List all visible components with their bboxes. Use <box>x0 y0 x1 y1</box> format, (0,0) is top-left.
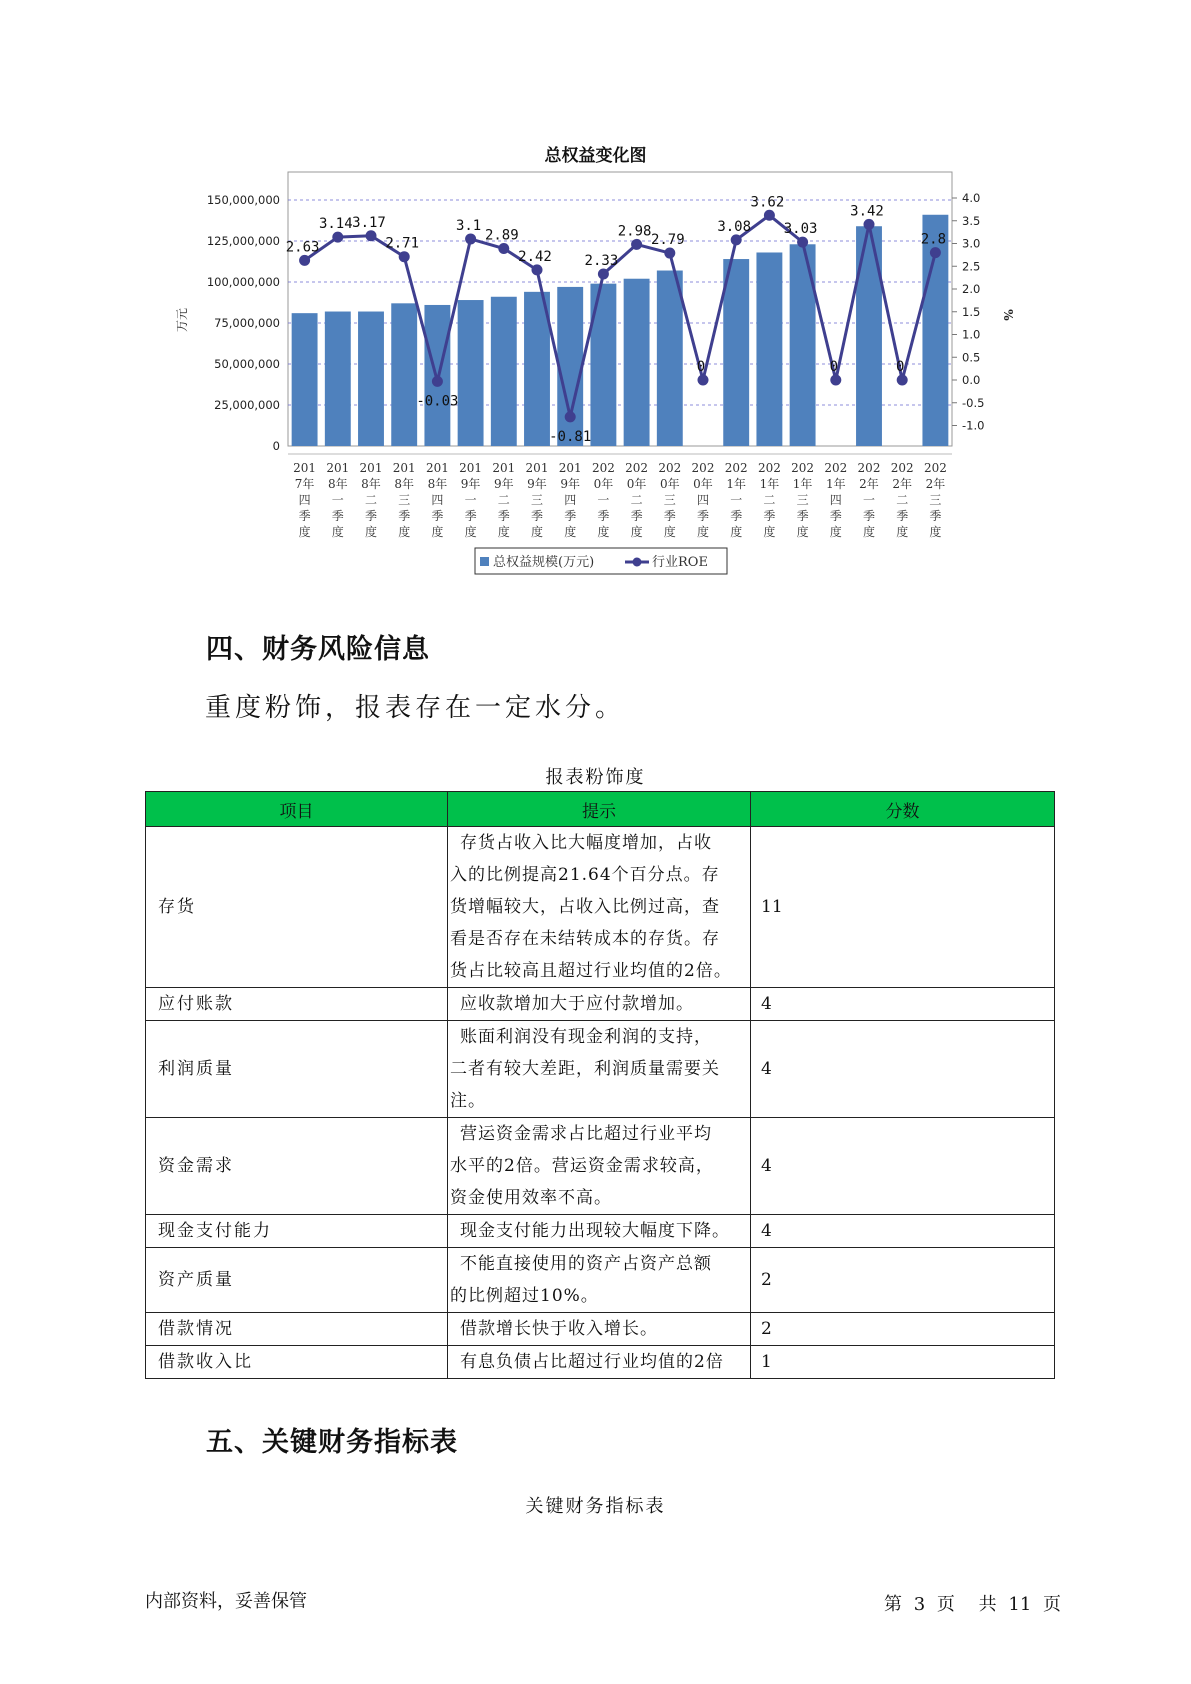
risk-hint-line: 看是否存在未结转成本的存货。存 <box>450 929 720 949</box>
roe-data-label: 2.33 <box>584 252 619 269</box>
table-row <box>146 1313 1055 1346</box>
x-tick-label: 度 <box>896 525 909 539</box>
bar <box>325 312 351 446</box>
risk-hint-line: 货占比较高且超过行业均值的2倍。 <box>450 961 732 981</box>
roe-point <box>698 375 709 386</box>
risk-hint-line: 二者有较大差距，利润质量需要关 <box>450 1059 720 1079</box>
risk-score: 2 <box>751 1313 1055 1346</box>
x-tick-label: 201 <box>525 461 549 475</box>
risk-hint-line: 水平的2倍。营运资金需求较高， <box>450 1156 714 1176</box>
risk-hint-line: 借款增长快于收入增长。 <box>460 1319 658 1339</box>
x-tick-label: 9年 <box>493 477 514 491</box>
x-tick-label: 1年 <box>792 477 813 491</box>
risk-hint-line: 入的比例提高21.64个百分点。存 <box>450 865 720 885</box>
x-tick-label: 度 <box>929 525 942 539</box>
x-tick-label: 季 <box>929 509 942 523</box>
y-left-tick-label: 75,000,000 <box>214 316 280 330</box>
y-right-tick-label: 3.0 <box>962 236 981 251</box>
roe-data-label: 2.98 <box>617 223 652 240</box>
x-tick-label: 度 <box>331 525 344 539</box>
roe-point <box>864 219 875 230</box>
x-tick-label: 季 <box>696 509 710 523</box>
y-left-tick-label: 150,000,000 <box>206 193 280 207</box>
risk-hint <box>448 988 751 1021</box>
x-tick-label: 三 <box>796 493 809 507</box>
x-tick-label: 季 <box>663 509 676 523</box>
x-tick-label: 201 <box>392 461 416 475</box>
risk-hint-line: 有息负债占比超过行业均值的2倍 <box>460 1352 724 1372</box>
table-row <box>146 1118 1055 1215</box>
total-prefix: 共 <box>978 1594 997 1615</box>
roe-point <box>930 247 941 258</box>
x-tick-label: 202 <box>890 461 914 475</box>
header-item: 项目 <box>146 792 448 827</box>
x-tick-label: 季 <box>431 509 444 523</box>
x-tick-label: 季 <box>564 509 577 523</box>
x-tick-label: 度 <box>364 525 378 539</box>
x-tick-label: 0年 <box>593 477 614 491</box>
legend-line-label: 行业ROE <box>652 555 708 570</box>
x-tick-label: 9年 <box>560 477 581 491</box>
x-tick-label: 三 <box>929 493 942 507</box>
x-tick-label: 二 <box>763 493 776 507</box>
section-5-heading: 五、关键财务指标表 <box>206 1427 458 1458</box>
x-tick-label: 度 <box>497 525 510 539</box>
x-tick-label: 三 <box>530 493 544 507</box>
x-tick-label: 季 <box>497 509 510 523</box>
risk-hint <box>448 1118 751 1215</box>
key-indicators-caption: 关键财务指标表 <box>525 1496 666 1517</box>
risk-score: 1 <box>751 1346 1055 1379</box>
x-tick-label: 季 <box>530 509 544 523</box>
y-left-tick-label: 0 <box>272 439 280 453</box>
risk-hint <box>448 1215 751 1248</box>
roe-data-label: -0.81 <box>549 428 592 445</box>
x-tick-label: 季 <box>829 509 842 523</box>
risk-score: 2 <box>751 1248 1055 1313</box>
y-left-tick-label: 25,000,000 <box>214 398 280 412</box>
roe-data-label: 3.14 <box>318 216 353 233</box>
roe-data-label: 0 <box>829 359 839 375</box>
legend-bar-label: 总权益规模(万元) <box>493 555 595 570</box>
legend-bar-swatch <box>480 557 489 566</box>
risk-score: 11 <box>751 827 1055 988</box>
bar <box>358 312 384 446</box>
risk-hint-line: 应收款增加大于应付款增加。 <box>460 994 694 1014</box>
section-4-heading: 四、财务风险信息 <box>206 634 430 665</box>
page-prefix: 第 <box>884 1594 902 1615</box>
roe-point <box>366 230 377 241</box>
roe-point <box>498 243 509 254</box>
y-left-tick-label: 100,000,000 <box>206 275 280 289</box>
x-tick-label: 二 <box>896 493 909 507</box>
roe-data-label: 3.03 <box>783 221 818 238</box>
x-tick-label: 度 <box>464 525 477 539</box>
y-right-tick-label: 0.5 <box>962 350 981 365</box>
x-tick-label: 三 <box>398 493 411 507</box>
x-tick-label: 度 <box>298 525 311 539</box>
roe-point <box>764 210 775 221</box>
risk-hint-line: 存货占收入比大幅度增加，占收 <box>460 833 712 853</box>
bar <box>491 297 517 446</box>
table-row <box>146 988 1055 1021</box>
x-tick-label: 季 <box>331 509 344 523</box>
bar <box>856 226 882 446</box>
x-tick-label: 季 <box>364 509 378 523</box>
x-tick-label: 8年 <box>427 477 448 491</box>
risk-item: 现金支付能力 <box>146 1215 448 1248</box>
x-tick-label: 201 <box>459 461 483 475</box>
table-row <box>146 1215 1055 1248</box>
risk-hint <box>448 1346 751 1379</box>
x-tick-label: 201 <box>492 461 516 475</box>
roe-point <box>797 237 808 248</box>
footer-page-number <box>884 1590 1067 1616</box>
x-tick-label: 度 <box>763 525 776 539</box>
y-right-tick-label: 2.0 <box>962 282 981 296</box>
roe-point <box>664 248 675 259</box>
x-tick-label: 201 <box>326 461 350 475</box>
x-tick-label: 四 <box>431 493 444 507</box>
x-tick-label: 202 <box>724 461 748 475</box>
risk-score: 4 <box>751 1021 1055 1118</box>
x-tick-label: 季 <box>730 509 743 523</box>
page-num: 3 <box>913 1594 926 1615</box>
x-tick-label: 9年 <box>527 477 547 491</box>
x-tick-label: 季 <box>298 509 311 523</box>
x-tick-label: 202 <box>791 461 815 475</box>
roe-point <box>432 376 443 387</box>
x-tick-label: 四 <box>298 493 311 507</box>
risk-item: 借款收入比 <box>146 1346 448 1379</box>
roe-data-label: 3.62 <box>750 194 785 211</box>
x-tick-label: 0年 <box>626 477 647 491</box>
x-tick-label: 2年 <box>925 477 946 491</box>
x-tick-label: 202 <box>824 461 848 475</box>
page-suffix: 页 <box>936 1594 955 1615</box>
roe-point <box>631 239 642 250</box>
x-tick-label: 0年 <box>693 477 713 491</box>
x-tick-label: 度 <box>663 525 676 539</box>
x-tick-label: 一 <box>862 493 876 507</box>
risk-table-caption: 报表粉饰度 <box>545 767 646 788</box>
x-tick-label: 度 <box>829 525 842 539</box>
y-left-tick-label: 125,000,000 <box>206 234 280 248</box>
x-tick-label: 二 <box>630 493 643 507</box>
roe-data-label: 2.42 <box>518 248 552 265</box>
risk-hint <box>448 1021 751 1118</box>
x-tick-label: 201 <box>558 461 582 475</box>
roe-data-label: -0.03 <box>416 393 459 410</box>
y-left-tick-label: 50,000,000 <box>214 357 280 371</box>
bar <box>756 252 782 446</box>
risk-hint <box>448 1248 751 1313</box>
x-tick-label: 四 <box>564 493 577 507</box>
risk-hint <box>448 1313 751 1346</box>
footer-confidential-note: 内部资料，妥善保管 <box>145 1591 307 1612</box>
roe-point <box>299 255 310 266</box>
x-tick-label: 季 <box>763 509 776 523</box>
x-tick-label: 季 <box>597 509 610 523</box>
risk-hint-line: 资金使用效率不高。 <box>450 1188 612 1208</box>
x-tick-label: 201 <box>425 461 449 475</box>
roe-data-label: 3.42 <box>850 203 884 220</box>
header-hint: 提示 <box>448 792 751 827</box>
bar <box>723 259 749 446</box>
x-tick-label: 季 <box>796 509 809 523</box>
x-tick-label: 8年 <box>394 477 415 491</box>
x-tick-label: 一 <box>730 493 743 507</box>
x-tick-label: 202 <box>923 461 947 475</box>
x-tick-label: 度 <box>696 525 710 539</box>
x-tick-label: 一 <box>331 493 344 507</box>
roe-point <box>830 375 841 386</box>
x-tick-label: 度 <box>530 525 544 539</box>
y-right-tick-label: 0.0 <box>962 373 981 387</box>
y-right-tick-label: -1.0 <box>962 418 985 433</box>
x-tick-label: 度 <box>398 525 411 539</box>
x-tick-label: 0年 <box>659 477 680 491</box>
roe-point <box>532 264 543 275</box>
y-right-axis-title: % <box>1001 309 1015 321</box>
risk-hint-line: 现金支付能力出现较大幅度下降。 <box>460 1221 730 1241</box>
risk-summary: 重度粉饰，报表存在一定水分。 <box>205 693 626 723</box>
x-tick-label: 1年 <box>825 477 846 491</box>
x-tick-label: 202 <box>857 461 881 475</box>
bar <box>292 313 318 446</box>
x-tick-label: 1年 <box>726 477 747 491</box>
risk-score: 4 <box>751 1215 1055 1248</box>
total-suffix: 页 <box>1043 1594 1062 1615</box>
y-right-tick-label: 1.0 <box>962 327 981 342</box>
roe-point <box>565 411 576 422</box>
risk-item: 借款情况 <box>146 1313 448 1346</box>
x-tick-label: 四 <box>696 493 710 507</box>
risk-score: 4 <box>751 1118 1055 1215</box>
x-tick-label: 一 <box>464 493 477 507</box>
legend-line-marker <box>633 558 642 567</box>
bar <box>624 279 650 446</box>
y-right-tick-label: 3.5 <box>962 213 981 228</box>
x-tick-label: 2年 <box>892 477 913 491</box>
bar <box>657 271 683 446</box>
roe-data-label: 0 <box>895 359 905 375</box>
table-row <box>146 1021 1055 1118</box>
x-tick-label: 季 <box>398 509 411 523</box>
x-tick-label: 201 <box>359 461 383 475</box>
x-tick-label: 7年 <box>294 477 315 491</box>
x-tick-label: 202 <box>591 461 615 475</box>
roe-data-label: 2.89 <box>484 227 519 244</box>
risk-item: 资产质量 <box>146 1248 448 1313</box>
risk-score: 4 <box>751 988 1055 1021</box>
x-tick-label: 202 <box>658 461 682 475</box>
x-tick-label: 季 <box>862 509 876 523</box>
x-tick-label: 度 <box>564 525 577 539</box>
risk-item: 应付账款 <box>146 988 448 1021</box>
x-tick-label: 度 <box>862 525 876 539</box>
x-tick-label: 度 <box>630 525 643 539</box>
x-tick-label: 9年 <box>460 477 481 491</box>
bar <box>458 300 484 446</box>
x-tick-label: 8年 <box>327 477 348 491</box>
y-right-tick-label: 4.0 <box>962 191 981 205</box>
chart-title: 总权益变化图 <box>544 146 647 166</box>
x-tick-label: 202 <box>757 461 781 475</box>
roe-data-label: 2.79 <box>650 232 685 249</box>
x-tick-label: 一 <box>597 493 610 507</box>
risk-hint-line: 的比例超过10%。 <box>450 1286 599 1306</box>
x-tick-label: 2年 <box>859 477 879 491</box>
roe-point <box>332 232 343 243</box>
risk-table <box>145 791 1055 1379</box>
total-num: 11 <box>1008 1594 1032 1615</box>
risk-hint <box>448 827 751 988</box>
x-tick-label: 季 <box>630 509 643 523</box>
risk-hint-line: 账面利润没有现金利润的支持， <box>460 1027 712 1047</box>
roe-data-label: 3.08 <box>717 218 752 235</box>
roe-data-label: 2.71 <box>385 235 420 252</box>
risk-hint-line: 营运资金需求占比超过行业平均 <box>460 1124 712 1144</box>
roe-data-label: 2.63 <box>285 239 320 256</box>
table-row <box>146 827 1055 988</box>
roe-data-label: 3.17 <box>352 214 386 231</box>
roe-point <box>731 234 742 245</box>
x-tick-label: 度 <box>730 525 743 539</box>
risk-hint-line: 注。 <box>450 1091 486 1111</box>
x-tick-label: 201 <box>293 461 317 475</box>
bar <box>391 303 417 446</box>
risk-table-header <box>146 792 1055 827</box>
x-tick-label: 二 <box>497 493 510 507</box>
x-tick-label: 8年 <box>361 477 381 491</box>
table-row <box>146 1248 1055 1313</box>
x-tick-label: 202 <box>691 461 715 475</box>
risk-hint-line: 不能直接使用的资产占资产总额 <box>460 1254 712 1274</box>
roe-point <box>399 251 410 262</box>
roe-data-label: 3.1 <box>455 217 482 234</box>
table-row <box>146 1346 1055 1379</box>
x-tick-label: 度 <box>796 525 809 539</box>
x-tick-label: 度 <box>597 525 610 539</box>
risk-item: 存货 <box>146 827 448 988</box>
risk-item: 利润质量 <box>146 1021 448 1118</box>
roe-data-label: 0 <box>696 359 706 375</box>
roe-point <box>465 233 476 244</box>
roe-data-label: 2.8 <box>920 231 947 248</box>
x-tick-label: 度 <box>431 525 444 539</box>
y-right-tick-label: -0.5 <box>962 395 985 410</box>
equity-chart <box>160 170 1030 600</box>
x-tick-label: 三 <box>663 493 676 507</box>
x-tick-label: 二 <box>364 493 378 507</box>
x-tick-label: 202 <box>625 461 649 475</box>
y-left-axis-title: 万元 <box>175 307 189 333</box>
risk-hint-line: 货增幅较大，占收入比例过高，查 <box>450 897 720 917</box>
y-right-tick-label: 2.5 <box>962 259 981 274</box>
roe-point <box>598 268 609 279</box>
risk-item: 资金需求 <box>146 1118 448 1215</box>
x-tick-label: 1年 <box>759 477 780 491</box>
y-right-tick-label: 1.5 <box>962 304 981 319</box>
x-tick-label: 四 <box>829 493 842 507</box>
x-tick-label: 季 <box>896 509 909 523</box>
x-tick-label: 季 <box>464 509 477 523</box>
roe-point <box>897 375 908 386</box>
header-score: 分数 <box>751 792 1055 827</box>
